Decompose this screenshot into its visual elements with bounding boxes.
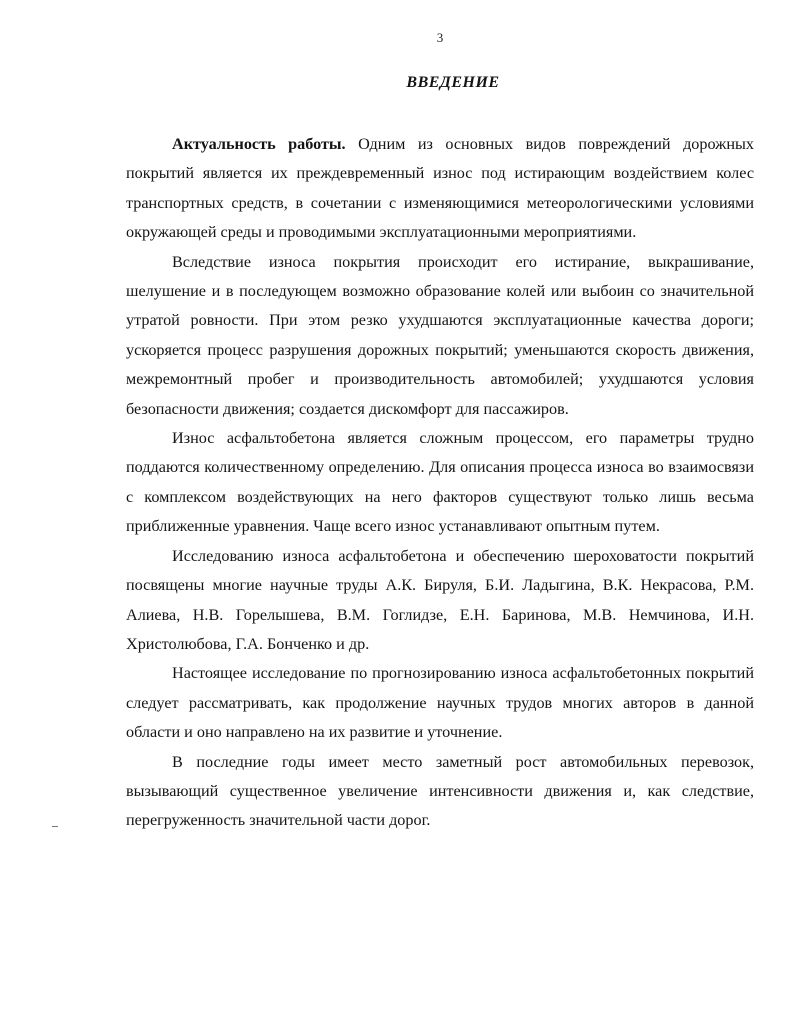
body-text <box>126 130 754 836</box>
section-heading: ВВЕДЕНИЕ <box>406 74 500 91</box>
paragraph-prior-research: Исследованию износа асфальтобетона и обеспечению шероховатости покрытий посвящены многие научные труды А.К. Бируля, Б.И. Ладыгина, В.К. Некрасова, Р.М. Алиева, Н.В. Горелышева, В.М. Гоглидзе, Е.Н. Баринова, М.В. Немчинова, И.Н. Христолюбова, Г.А. Бонченко и др. <box>126 546 754 653</box>
page-number: 3 <box>436 30 444 45</box>
paragraph-relevance <box>126 130 754 248</box>
paragraph-text: Одним из основных видов повреждений дорожных покрытий является их преждевременный износ под истирающим воздействием колес транспортных средств, в сочетании с изменяющимися метеорологическими условиями окружающей среды и проводимыми эксплуатационными мероприятиями. <box>126 135 754 242</box>
paragraph-wear-effects: Вследствие износа покрытия происходит его истирание, выкрашивание, шелушение и в последующем возможно образование колей или выбоин со значительной утратой ровности. При этом резко ухудшаются эксплуатационные качества дороги; ускоряется процесс разрушения дорожных покрытий; уменьшаются скорость движения, межремонтный пробег и производительность автомобилей; ухудшаются условия безопасности движения; создается дискомфорт для пассажиров. <box>126 252 754 418</box>
paragraph-wear-process: Износ асфальтобетона является сложным процессом, его параметры трудно поддаются количественному определению. Для описания процесса износа во взаимосвязи с комплексом воздействующих на него факторов существуют только лишь весьма приближенные уравнения. Чаще всего износ устанавливают опытным путем. <box>126 429 754 536</box>
scan-mark <box>52 826 58 827</box>
paragraph-traffic-growth: В последние годы имеет место заметный рост автомобильных перевозок, вызывающий существенное увеличение интенсивности движения и, как следствие, перегруженность значительной части дорог. <box>126 752 754 830</box>
paragraph-lead-in: Актуальность работы. <box>172 135 346 153</box>
paragraph-current-study: Настоящее исследование по прогнозированию износа асфальтобетонных покрытий следует рассматривать, как продолжение научных трудов многих авторов в данной области и оно направлено на их развитие и уточнение. <box>126 664 754 742</box>
